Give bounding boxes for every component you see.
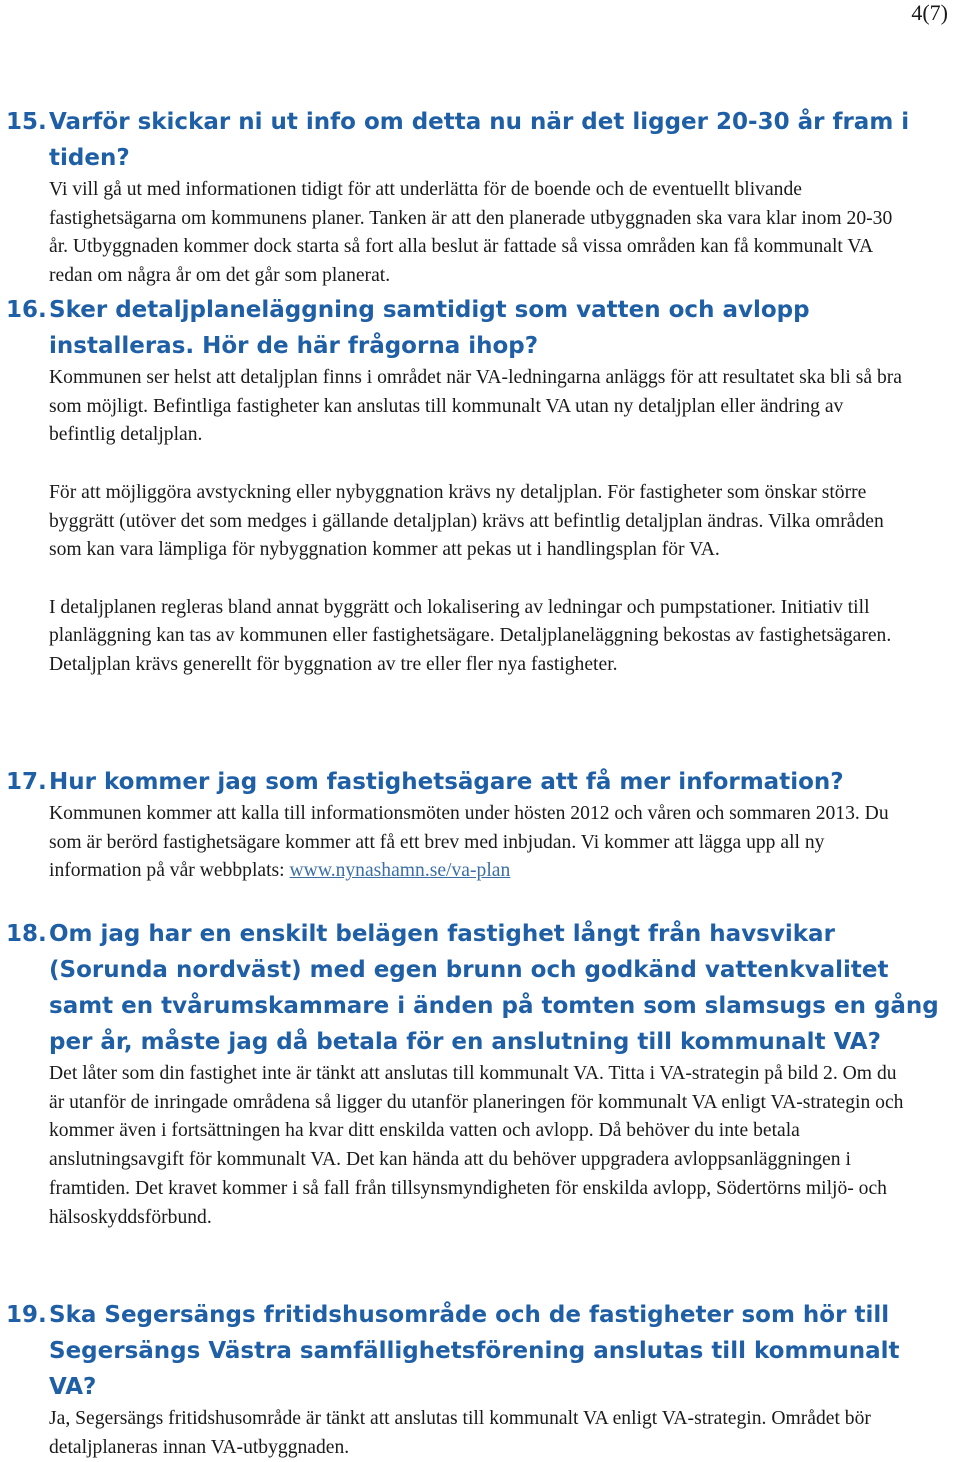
question-title: Ska Segersängs fritidshusområde och de fastigheter som hör till Segersängs Västra samfällighetsförening anslutas till kommunalt VA? <box>49 1302 900 1400</box>
question-title: Om jag har en enskilt belägen fastighet långt från havsvikar (Sorunda nordväst) med egen brunn och godkänd vattenkvalitet samt en tvårumskammare i änden på tomten som slamsugs en gång per år, måste jag då betala för en anslutning till kommunalt VA? <box>49 921 939 1055</box>
question-number: 18. <box>6 921 47 947</box>
answer <box>0 800 911 886</box>
answer-paragraph: Kommunen ser helst att detaljplan finns i området när VA-ledningarna anläggs för att resultatet ska bli så bra som möjligt. Befintliga fastigheter kan anslutas till kommunalt VA utan ny detaljplan eller ändring av befintlig detaljplan. <box>49 367 902 446</box>
question-number: 19. <box>6 1302 47 1328</box>
question-number: 15. <box>6 109 47 135</box>
question-row <box>0 1297 960 1405</box>
question-number: 17. <box>6 769 47 795</box>
question-title: Sker detaljplaneläggning samtidigt som vatten och avlopp installeras. Hör de här frågorna ihop? <box>49 297 810 359</box>
question-row <box>0 764 960 800</box>
answer-paragraph: Det låter som din fastighet inte är tänkt att anslutas till kommunalt VA. Titta i VA-strategin på bild 2. Om du är utanför de inringade områdena så ligger du utanför planeringen för kommunalt VA enligt VA-strategin och kommer även i fortsättningen ha kvar ditt enskilda vatten och avlopp. Då behöver du inte betala anslutningsavgift för kommunalt VA. Det kan hända att du behöver uppgradera avloppsanläggningen i framtiden. Det kravet kommer i så fall från tillsynsmyndigheten för enskilda avlopp, Södertörns miljö- och hälsoskyddsförbund. <box>49 1063 904 1228</box>
answer <box>0 1060 911 1232</box>
answer <box>0 1405 911 1462</box>
faq-section-16 <box>0 292 960 680</box>
answer-paragraph: Ja, Segersängs fritidshusområde är tänkt att anslutas till kommunalt VA enligt VA-strategin. Området bör detaljplaneras innan VA-utbyggnaden. <box>49 1408 871 1458</box>
answer-paragraph <box>49 800 911 886</box>
question-row <box>0 292 960 364</box>
answer <box>0 176 911 291</box>
question-title: Varför skickar ni ut info om detta nu när det ligger 20-30 år fram i tiden? <box>49 109 910 171</box>
answer-paragraph: I detaljplanen regleras bland annat byggrätt och lokalisering av ledningar och pumpstationer. Initiativ till planläggning kan tas av kommunen eller fastighetsägare. Detaljplaneläggning bekostas av fastighetsägaren. Detaljplan krävs generellt för byggnation av tre eller fler nya fastigheter. <box>49 596 892 675</box>
answer <box>0 364 911 680</box>
answer-paragraph: För att möjliggöra avstyckning eller nybyggnation krävs ny detaljplan. För fastigheter som önskar större byggrätt (utöver det som medges i gällande detaljplan) krävs att befintlig detaljplan ändras. Vilka områden som kan vara lämpliga för nybyggnation kommer att pekas ut i handlingsplan för VA. <box>49 481 884 561</box>
question-row <box>0 916 960 1060</box>
faq-section-19 <box>0 1297 960 1462</box>
question-row <box>0 104 960 176</box>
question-title: Hur kommer jag som fastighetsägare att få mer information? <box>49 769 844 795</box>
faq-section-15 <box>0 104 960 291</box>
answer-text: Kommunen kommer att kalla till informationsmöten under hösten 2012 och våren och sommaren 2013. Du som är berörd fastighetsägare kommer att få ett brev med inbjudan. Vi kommer att lägga upp all ny information på vår webbplats: <box>49 803 889 882</box>
faq-section-17 <box>0 764 960 886</box>
faq-section-18 <box>0 916 960 1232</box>
question-number: 16. <box>6 297 47 323</box>
answer-paragraph: Vi vill gå ut med informationen tidigt för att underlätta för de boende och de eventuellt blivande fastighetsägarna om kommunens planer. Tanken är att den planerade utbyggnaden ska vara klar inom 20-30 år. Utbyggnaden kommer dock starta så fort alla beslut är fattade så vissa områden kan få kommunalt VA redan om några år om det går som planerat. <box>49 179 893 287</box>
website-link[interactable]: www.nynashamn.se/va-plan <box>289 860 511 882</box>
page-number: 4(7) <box>911 0 948 25</box>
